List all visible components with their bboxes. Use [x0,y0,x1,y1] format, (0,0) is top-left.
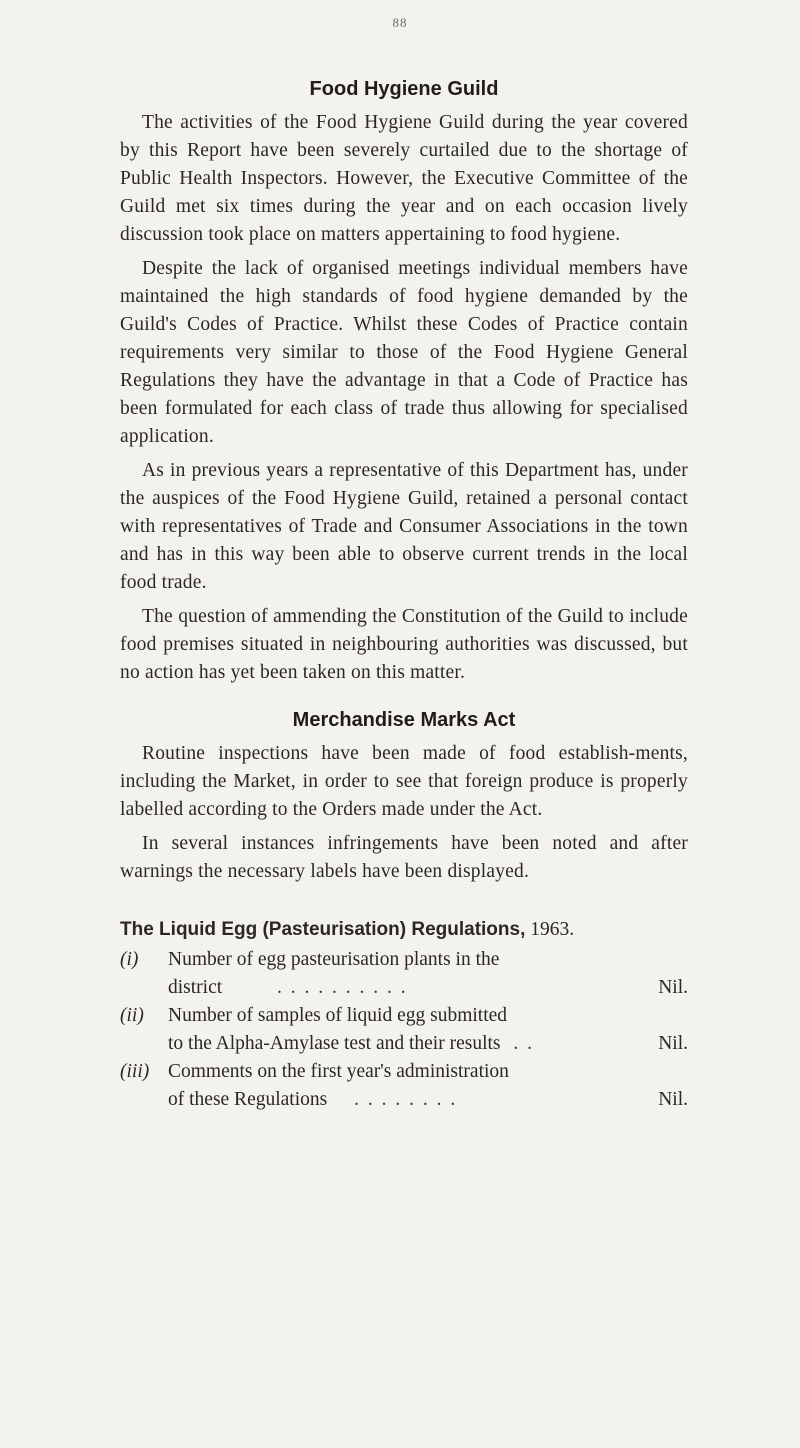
item-text-line-2: to the Alpha-Amylase test and their results [168,1033,501,1054]
item-text-line-2: district [168,977,223,998]
item-text-line-1: Number of samples of liquid egg submitted [168,1005,508,1026]
food-hygiene-paragraph-2: Despite the lack of organised meetings individual members have maintained the high standards of food hygiene demanded by the Guild's Codes of Practice. Whilst these Codes of Practice contain requirements very similar to those of the Food Hygiene General Regulations they have the advantage in that a Code of Practice has been formulated for each class of trade thus allowing for specialised application. [120,258,688,447]
item-text-line-2: of these Regulations [168,1089,328,1110]
merchandise-marks-section [120,709,688,886]
list-item [120,1002,688,1058]
dot-leader: . . . . . . . . [354,1089,458,1110]
merchandise-paragraph-1: Routine inspections have been made of food establish-ments, including the Market, in order to see that foreign produce is properly labelled according to the Orders made under the Act. [120,743,688,820]
food-hygiene-section [120,78,688,687]
food-hygiene-paragraph-3: As in previous years a representative of this Department has, under the auspices of the Food Hygiene Guild, retained a personal contact with representatives of Trade and Consumer Associations in the town and has in this way been able to observe current trends in the local food trade. [120,460,688,593]
list-item [120,1058,688,1114]
merchandise-paragraph-2: In several instances infringements have been noted and after warnings the necessary labels have been displayed. [120,833,688,882]
liquid-egg-title: The Liquid Egg (Pasteurisation) Regulations, [120,919,526,940]
item-value: Nil. [658,1089,688,1110]
page-content [120,78,688,1114]
item-number: (ii) [120,1005,144,1026]
item-text-line-1: Number of egg pasteurisation plants in the [168,949,500,970]
food-hygiene-heading: Food Hygiene Guild [309,78,499,100]
page-number: 88 [392,15,408,30]
food-hygiene-paragraph-4: The question of ammending the Constitution of the Guild to include food premises situated in neighbouring authorities was discussed, but no action has yet been taken on this matter. [120,606,688,683]
item-value: Nil. [658,977,688,998]
merchandise-marks-heading: Merchandise Marks Act [292,709,516,731]
item-value: Nil. [658,1033,688,1054]
liquid-egg-year: 1963. [530,919,575,940]
item-number: (iii) [120,1061,150,1082]
food-hygiene-paragraph-1: The activities of the Food Hygiene Guild during the year covered by this Report have been severely curtailed due to the shortage of Public Health Inspectors. However, the Executive Committee of the Guild met six times during the year and on each occasion lively discussion took place on matters appertaining to food hygiene. [120,112,688,245]
dot-leader: . . [513,1033,535,1054]
dot-leader: . . . . . . . . . . [277,977,408,998]
liquid-egg-heading [120,916,688,944]
list-item [120,946,688,1002]
liquid-egg-section [120,916,688,1114]
item-number: (i) [120,949,139,970]
item-text-line-1: Comments on the first year's administration [168,1061,509,1082]
regulations-list [120,946,688,1114]
